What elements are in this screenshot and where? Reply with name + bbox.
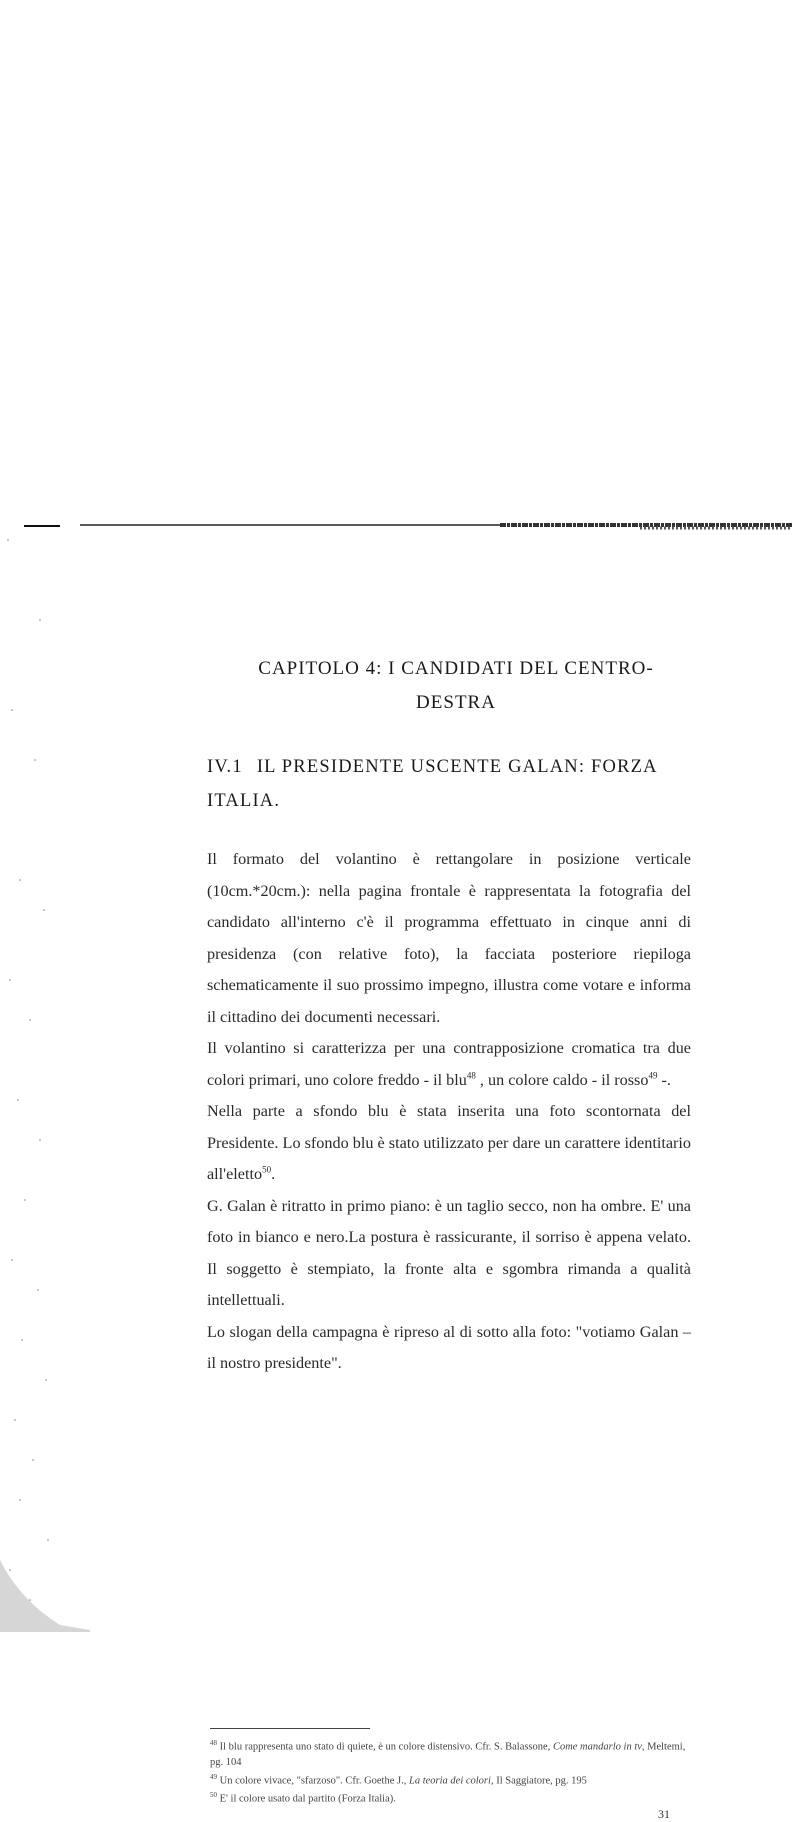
section-title-text: IL PRESIDENTE USCENTE GALAN: FORZA ITALIA. — [207, 757, 657, 811]
scan-margin-noise — [0, 500, 90, 1632]
footnote-ref-49: 49 — [648, 1070, 658, 1081]
footnote-49: $^{49}$ Un colore vivace, "sfarzoso". Cfr. Goethe J., La teoria dei colori, Il Saggiatore, pg. 195 — [210, 1772, 587, 1786]
chapter-title-line-1: CAPITOLO 4: I CANDIDATI DEL CENTRO- — [258, 658, 654, 679]
section-number: IV.1 — [207, 757, 243, 777]
footnotes — [210, 1736, 690, 1807]
paragraph-portrait: G. Galan è ritratto in primo piano: è un taglio secco, non ha ombre. E' una foto in bianco e nero.La postura è rassicurante, il sorriso è appena velato. Il soggetto è stempiato, la fronte alta e sgombra rimanda a qualità intellettuali. — [207, 1196, 691, 1309]
scan-edge-rule — [0, 516, 792, 536]
paragraph-colors: Il volantino si caratterizza per una contrapposizione cromatica tra due colori primari, uno colore freddo - il blu$^{48}$ , un colore caldo - il rosso$^{49}$ -. — [207, 1039, 691, 1089]
footnote-divider — [210, 1728, 370, 1729]
footnote-50: $^{50}$ E' il colore usato dal partito (Forza Italia). — [210, 1791, 396, 1805]
paragraph-blue-background: Nella parte a sfondo blu è stata inserita una foto scontornata del Presidente. Lo sfondo blu è stato utilizzato per dare un carattere identitario all'eletto$^{50}$. — [207, 1102, 691, 1183]
chapter-title-line-2: DESTRA — [416, 692, 496, 713]
body-text — [207, 844, 691, 1380]
footnote-ref-48: 48 — [466, 1070, 476, 1081]
section-heading — [207, 750, 697, 818]
footnote-ref-50: 50 — [262, 1164, 272, 1175]
chapter-title — [220, 652, 692, 720]
page-number: 31 — [658, 1807, 670, 1821]
paragraph-format: Il formato del volantino è rettangolare in posizione verticale (10cm.*20cm.): nella pagina frontale è rappresentata la fotografia del candidato all'interno c'è il programma effettuato in cinque anni di presidenza (con relative foto), la facciata posteriore riepiloga schematicamente il suo prossimo impegno, illustra come votare e informa il cittadino dei documenti necessari. — [207, 850, 691, 1026]
footnote-48: $^{48}$ Il blu rappresenta uno stato di quiete, è un colore distensivo. Cfr. S. Balassone, Come mandarlo in tv, Meltemi, pg. 104 — [210, 1739, 686, 1768]
paragraph-slogan: Lo slogan della campagna è ripreso al di sotto alla foto: "votiamo Galan – il nostro presidente". — [207, 1322, 691, 1372]
